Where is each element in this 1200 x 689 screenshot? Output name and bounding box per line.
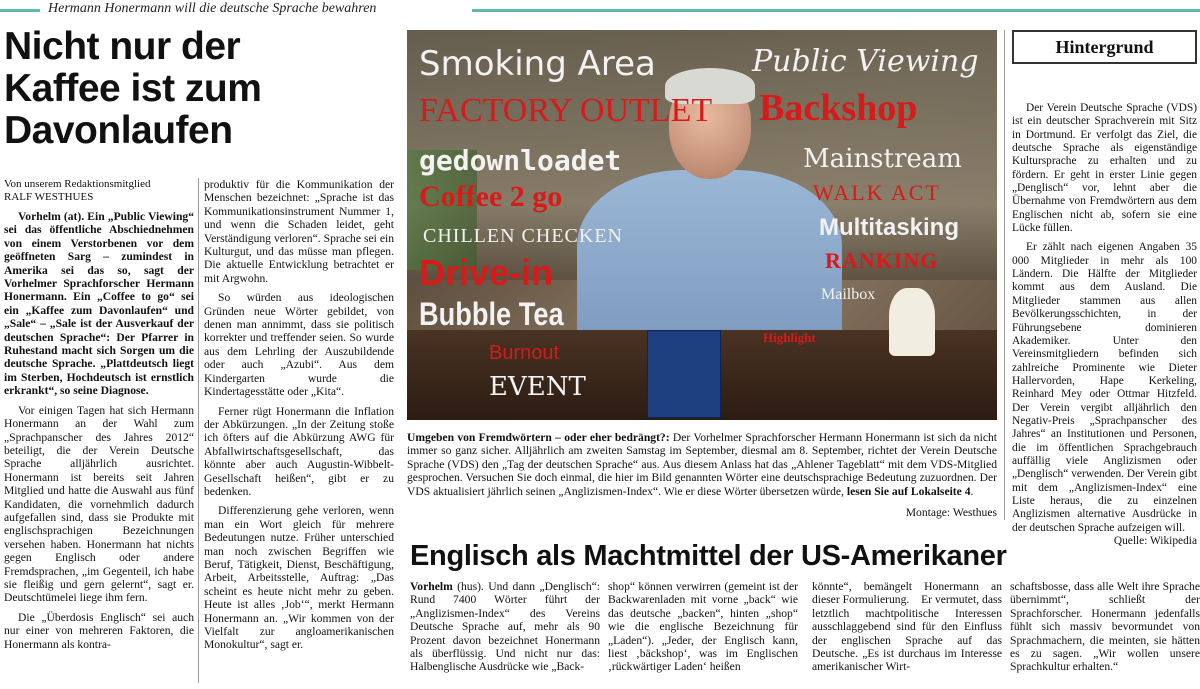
caption-text: Der Vorhelmer Sprachforscher Hermann Honermann ist sich da nicht immer so ganz sicher. Alljährlich am zweiten Samstag im September, diesmal am 8. September, richtet der Verein Deutsche Sprache (VDS) den „Tag der deutschen Sprache“ aus. Aus diesem Anlass hat das „Ahlener Tageblatt“ mit dem VDS-Mitglied gesprochen. Versuchen Sie doch einmal, die hier im Bild genannten Wörter eine deutschsprachige Bedeutung zuzuordnen. Der VDS aktualisiert jährlich seinen „Anglizismen-Index“. Wie er diese Wörter übersetzen würde, — [407, 431, 997, 498]
col2-paragraph-1: produktiv für die Kommunikation der Menschen bezeichnet: „Sprache ist das Kommunikationsinstrument Nummer 1, und wenn die Schaden leidet, geht Verständigung verloren“. Sprache sei ein Kulturgut, und das müsse man pflegen. Die aktuelle Entwicklung betrachtet er mit Argwohn. — [204, 178, 394, 285]
photo-word-gedownloadet: gedownloadet — [419, 144, 622, 177]
kicker-rule-left — [0, 9, 40, 12]
col1-paragraph-3: Die „Überdosis Englisch“ sei auch nur einer von mehreren Faktoren, die Honermann als kontra- — [4, 610, 194, 651]
sidebar-source: Quelle: Wikipedia — [1113, 535, 1197, 547]
article-column-1 — [4, 178, 194, 657]
article2-column-4: schaftsbosse, dass alle Welt ihre Sprache übernimmt“, schließt der Sprachforscher. Honermann jedenfalls fühlt sich massiv bevormundet von Sprachmachern, die meinten, sie hätten es zu sagen. „Wir wollen unsere Sprachkultur erhalten.“ — [1010, 580, 1200, 674]
caption-lead: Umgeben von Fremdwörtern – oder eher bedrängt?: — [407, 431, 670, 444]
article-column-2 — [204, 178, 394, 658]
byline-author: RALF WESTHUES — [4, 191, 94, 203]
second-headline: Englisch als Machtmittel der US-Amerikaner — [410, 540, 1007, 572]
photo-word-bubble-tea: Bubble Tea — [419, 296, 564, 332]
candle — [889, 288, 935, 356]
col2-paragraph-2: So würden aus ideologischen Gründen neue Wörter gebildet, von denen man annimmt, dass sie politisch korrekter und treffender seien. So wurde aus dem Lehrling der Auszubildende oder auch „Azubi“. Aus dem Kindergarten wurde die Kindertagesstätte oder „Kita“. — [204, 291, 394, 399]
caption-reference: lesen Sie auf Lokalseite 4 — [846, 484, 971, 498]
sidebar-text — [1012, 102, 1197, 548]
col2-paragraph-4: Differenzierung gehe verloren, wenn man ein Wort gleich für mehrere Bedeutungen nutze. Früher unterschied man noch zwischen Begriffen wie Beruf, Tätigkeit, Dienst, Beschäftigung, Arbeit, Arbeitsstelle, Auftrag: „Das scheint es heute nicht mehr zu geben. Heute ist alles ‚Job‘“, merkt Hermann Honermann an. „Wir kommen von der Vielfalt zur angloamerikanischen Monokultur“, sagt er. — [204, 504, 394, 652]
caption-end: . — [970, 484, 974, 498]
headline-line-2: Kaffee ist zum — [4, 67, 262, 110]
column-divider — [198, 178, 199, 683]
article2-column-1 — [410, 580, 600, 674]
background-box — [1012, 30, 1197, 554]
montage-photo — [407, 30, 997, 420]
photo-word-mailbox: Mailbox — [821, 286, 876, 303]
photo-word-public-viewing: Public Viewing — [752, 44, 979, 79]
photo-word-smoking-area: Smoking Area — [419, 44, 656, 84]
sidebar-title: Hintergrund — [1012, 30, 1197, 64]
article2-column-2: shop“ können verwirren (gemeint ist der Backwarenladen mit vorne „back“ wie das deutsche „backen“, hinten „shop“ wie die englische Bezeichnung für „Laden“). „Jeder, der Englisch kann, liest ‚bäckshop‘, was im Englischen ‚rückwärtiger Laden‘ heißen — [608, 580, 798, 674]
col1-paragraph-2: Vor einigen Tagen hat sich Hermann Honermann an der Wahl zum „Sprachpanscher des Jahres 2012“ beteiligt, die der Verein Deutsche Sprache alljährlich ausrichtet. Honermann ist bereits seit Jahren Mitglied und hatte die Auswahl aus fünf Kandidaten, die vornehmlich dadurch aufgefallen sind, dass sie Produkte mit englischsprachigen Bezeichnungen versehen haben. Honermann hat nichts gegen Englisch oder andere Fremdsprachen, „im Gegenteil, ich habe sie fleißig und gern gelernt“, sagt er. Deutschtümelei liege ihm fern. — [4, 403, 194, 605]
photo-word-multitasking: Multitasking — [819, 214, 960, 241]
kicker-rule-right — [472, 9, 1200, 12]
headline-line-1: Nicht nur der — [4, 25, 241, 68]
sidebar-divider — [1004, 30, 1005, 520]
article2-dateline: Vorhelm — [410, 580, 453, 593]
photo-word-drive-in: Drive-in — [419, 252, 554, 293]
photo-word-burnout: Burnout — [489, 342, 560, 364]
photo-word-walk-act: WALK ACT — [813, 180, 941, 205]
photo-word-backshop: Backshop — [759, 87, 918, 129]
article2-col1-text: (hus). Und dann „Denglisch“: Rund 7400 Wörter führt der „Anglizismen-Index“ des Vereins Deutsche Sprache auf, mehr als 90 Prozent davon bezeichnet Honermann als überflüssig. Und nicht nur das: Halbenglische Ausdrücke wie „Back- — [410, 580, 600, 674]
lead-paragraph: Vorhelm (at). Ein „Public Viewing“ sei das öffentliche Abschiednehmen von einem Verstorbenen vor dem geöffneten Sarg – zumindest in Amerika sei das so, sagt der Vorhelmer Sprachforscher Hermann Honermann. Ein „Coffee to go“ sei ein „Kaffee zum Davonlaufen“ und „Sale“ – „Sale ist der Ausverkauf der deutschen Sprache“: Der Pfarrer in Ruhestand macht sich Sorgen um die deutsche Sprache. „Plattdeutsch liegt im Sterben, Hochdeutsch ist ernstlich erkrankt“, so seine Diagnose. — [4, 210, 194, 398]
col2-paragraph-3: Ferner rügt Honermann die Inflation der Abkürzungen. „In der Zeitung stoße ich öfters auf die Abkürzung AWG für Abfallwirtschaftsgesellschaft, das könnte aber auch Augustin-Wibbelt-Gesellschaft heißen“, gibt er zu bedenken. — [204, 404, 394, 498]
kicker-text: Hermann Honermann will die deutsche Sprache bewahren — [44, 1, 380, 17]
photo-caption — [407, 431, 997, 498]
byline-line-1: Von unserem Redaktionsmitglied — [4, 178, 151, 190]
sidebar-paragraph-1: Der Verein Deutsche Sprache (VDS) ist ein deutscher Sprachverein mit Sitz in Dortmund. Er verfolgt das Ziel, die deutsche Sprache als eigenständige Kultursprache zu erhalten und zu fördern. Er geht in erster Linie gegen „Denglisch“ vor, lehnt aber die Übernahme von Fremdwörtern aus dem Englischen nicht ab, sofern sie eine Lücke füllen. — [1012, 102, 1197, 235]
sidebar-paragraph-2: Er zählt nach eigenen Angaben 35 000 Mitglieder in mehr als 100 Ländern. Die Hälfte der Mitglieder kommt aus dem Ausland. Die Mitglieder stammen aus allen Bevölkerungsschichten, in der Führungsebene dominieren Akademiker. Unter den Vereinsmitgliedern befinden sich zahlreiche Prominente wie Dieter Hallervorden, Hape Kerkeling, Reinhard Mey oder Ottmar Hitzfeld. Der Verein vergibt alljährlich den Negativ-Preis „Sprachpanscher des Jahres“ an Institutionen und Personen, die im öffentlichen Sprachgebrauch auffällig viele Anglizismen oder „Denglisch“ verwenden. Der Verein gibt mit dem „Anglizismen-Index“ eine Liste heraus, die zu einzelnen Anglizismen alternative Ausdrücke in der deutschen Sprache aufzeigen will. — [1012, 241, 1197, 534]
photo-word-mainstream: Mainstream — [803, 144, 962, 174]
photo-word-ranking: RANKING — [825, 248, 939, 273]
photo-word-highlight: Highlight — [763, 330, 816, 345]
kicker-bar — [0, 0, 1200, 22]
main-headline — [4, 26, 364, 152]
photo-word-event: EVENT — [489, 372, 586, 402]
photo-credit: Montage: Westhues — [905, 506, 997, 519]
article2-column-3: könnte“, bemängelt Honermann an dieser Formulierung. Er vermutet, dass letztlich machtpolitische Interessen ausschlaggebend sind für den Einfluss der englischen Sprache auf das Deutsche. „Es ist durchaus im Interesse amerikanischer Wirt- — [812, 580, 1002, 674]
book — [647, 330, 721, 418]
photo-word-factory-outlet: FACTORY OUTLET — [419, 92, 713, 129]
photo-word-chillen-checken: CHILLEN CHECKEN — [423, 225, 623, 247]
headline-line-3: Davonlaufen — [4, 109, 233, 152]
photo-word-coffee-2-go: Coffee 2 go — [419, 180, 563, 213]
byline — [4, 178, 194, 204]
